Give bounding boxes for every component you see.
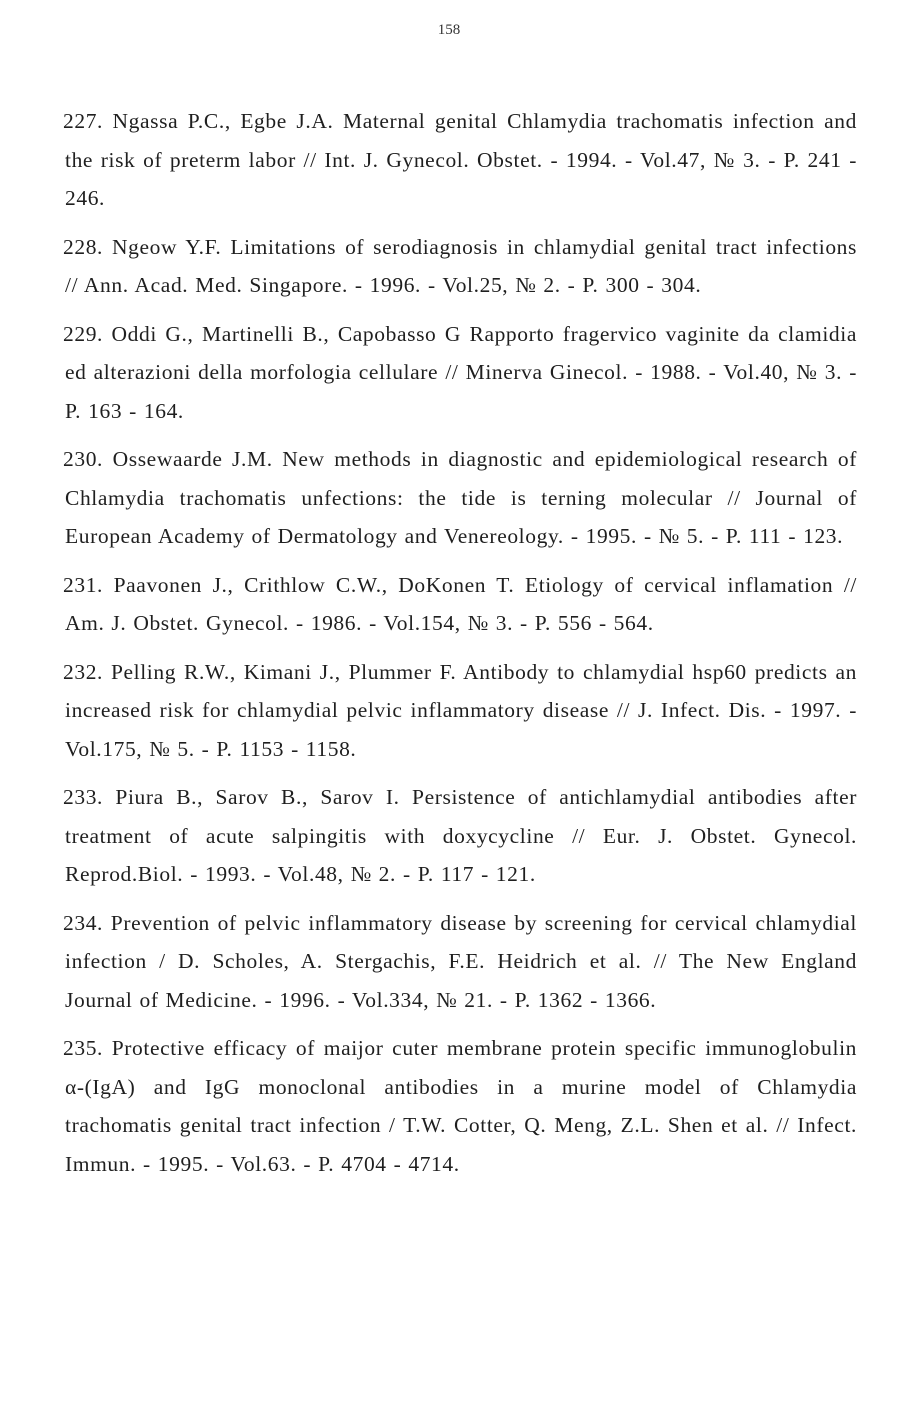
reference-228: 228. Ngeow Y.F. Limitations of serodiagnosis in chlamydial genital tract infections // Ann. Acad. Med. Singapore. - 1996. - Vol.25, № 2. - P. 300 - 304.: [63, 234, 857, 297]
reference-233: 233. Piura B., Sarov B., Sarov I. Persistence of antichlamydial antibodies after treatment of acute salpingitis with doxycycline // Eur. J. Obstet. Gynecol. Reprod.Biol. - 1993. - Vol.48, № 2. - P. 117 - 121.: [63, 785, 857, 886]
reference-232: 232. Pelling R.W., Kimani J., Plummer F. Antibody to chlamydial hsp60 predicts an increased risk for chlamydial pelvic inflammatory disease // J. Infect. Dis. - 1997. - Vol.175, № 5. - P. 1153 - 1158.: [63, 659, 857, 761]
page-number: 158: [437, 22, 461, 38]
reference-list: [65, 102, 857, 1183]
reference-235: 235. Protective efficacy of maijor cuter membrane protein specific immunoglobulin α-(IgA) and IgG monoclonal antibodies in a murine model of Chlamydia trachomatis genital tract infection / T.W. Cotter, Q. Meng, Z.L. Shen et al. // Infect. Immun. - 1995. - Vol.63. - P. 4704 - 4714.: [63, 1036, 857, 1176]
reference-230: 230. Ossewaarde J.M. New methods in diagnostic and epidemiological research of Chlamydia trachomatis unfections: the tide is terning molecular // Journal of European Academy of Dermatology and Venereology. - 1995. - № 5. - P. 111 - 123.: [63, 447, 857, 548]
reference-227: 227. Ngassa P.C., Egbe J.A. Maternal genital Chlamydia trachomatis infection and the risk of preterm labor // Int. J. Gynecol. Obstet. - 1994. - Vol.47, № 3. - P. 241 - 246.: [63, 109, 857, 210]
reference-229: 229. Oddi G., Martinelli B., Capobasso G Rapporto fragervico vaginite da clamidia ed alterazioni della morfologia cellulare // Minerva Ginecol. - 1988. - Vol.40, № 3. - P. 163 - 164.: [63, 321, 857, 423]
reference-234: 234. Prevention of pelvic inflammatory disease by screening for cervical chlamydial infection / D. Scholes, A. Stergachis, F.E. Heidrich et al. // The New England Journal of Medicine. - 1996. - Vol.334, № 21. - P. 1362 - 1366.: [63, 910, 857, 1012]
reference-231: 231. Paavonen J., Crithlow C.W., DoKonen T. Etiology of cervical inflamation // Am. J. Obstet. Gynecol. - 1986. - Vol.154, № 3. - P. 556 - 564.: [63, 572, 857, 635]
